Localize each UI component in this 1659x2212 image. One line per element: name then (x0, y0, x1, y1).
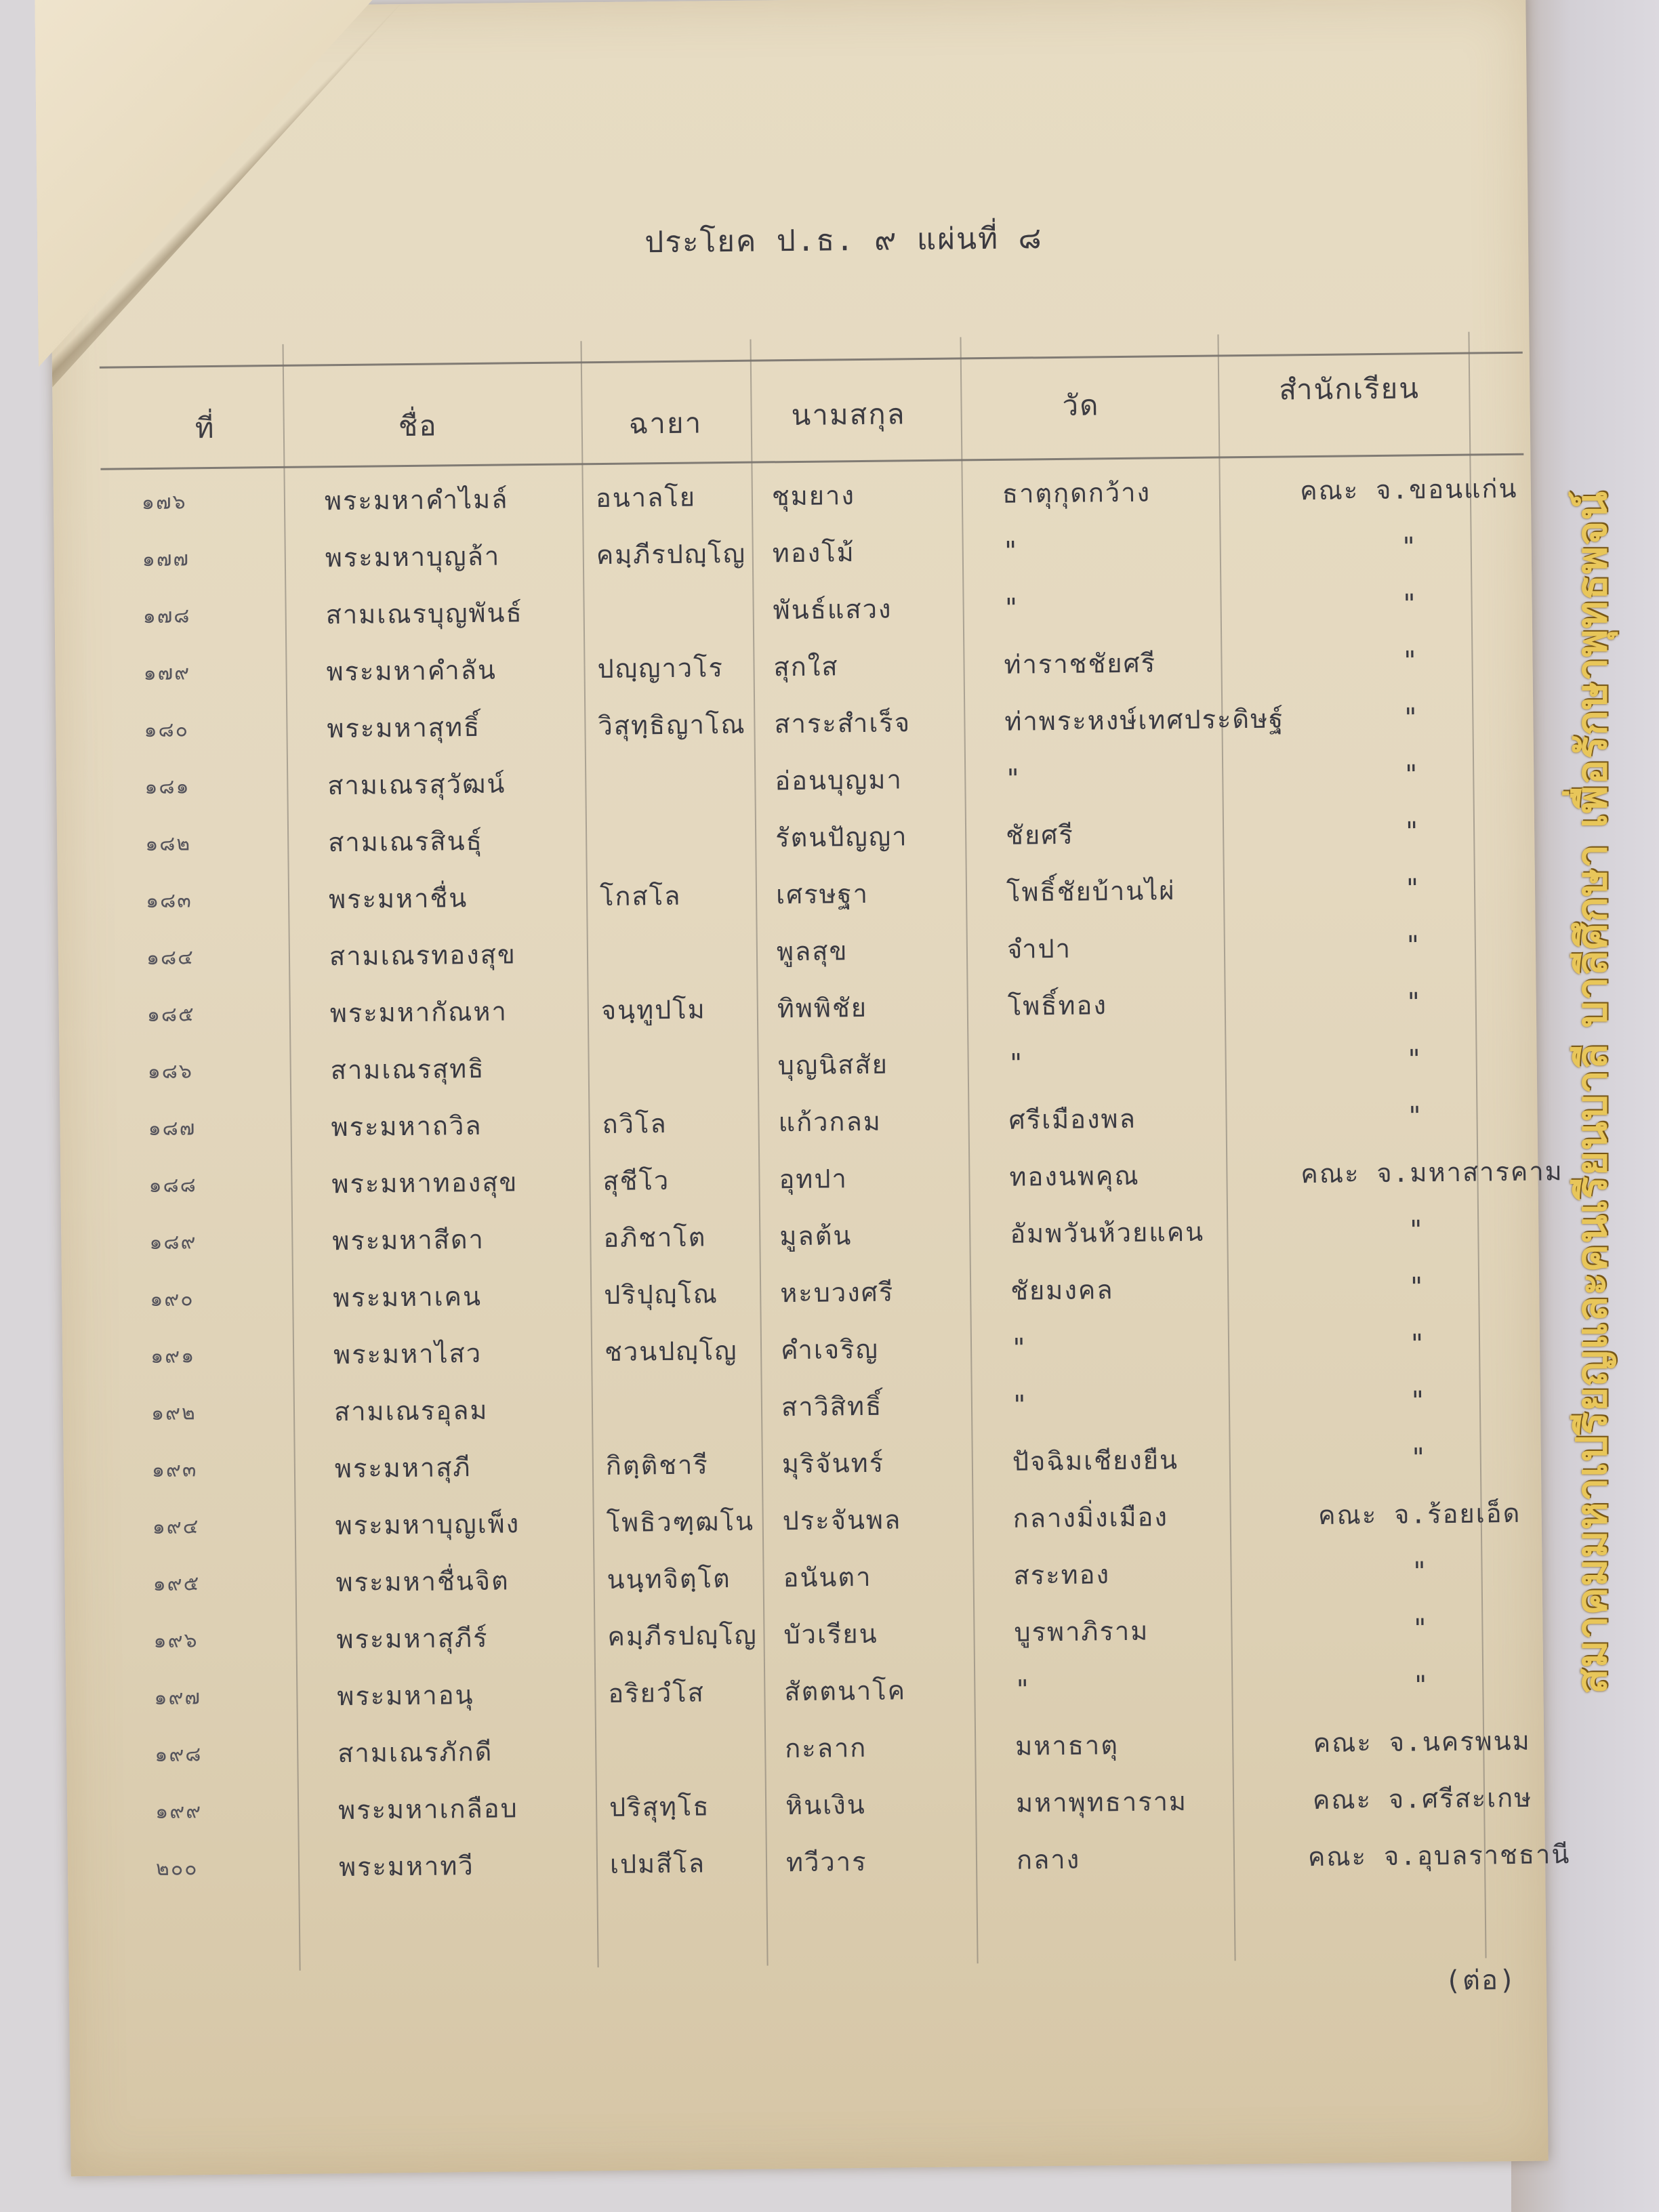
monk-name: พระมหาสีดา (332, 1224, 485, 1256)
surname: สาระสำเร็จ (774, 708, 912, 739)
surname: รัตนปัญญา (775, 821, 908, 853)
surname: อุทปา (779, 1164, 848, 1195)
row-number: ๑๙๒ (150, 1401, 197, 1426)
row-number: ๑๙๔ (152, 1515, 200, 1540)
temple: ธาตุกุดกว้าง (1002, 477, 1151, 509)
study-office: " (1405, 930, 1422, 960)
monastic-title: นนฺทจิตฺโต (607, 1563, 731, 1595)
monastic-title: ชวนปญฺโญ (604, 1335, 738, 1368)
surname: บัวเรียน (783, 1618, 878, 1650)
monastic-title: จนฺทูปโม (600, 994, 706, 1026)
study-office: " (1404, 816, 1421, 846)
row-number: ๒๐๐ (155, 1856, 199, 1881)
monastic-title: โพธิวฑฺฒโน (606, 1506, 755, 1538)
study-office: " (1410, 1385, 1427, 1416)
surname: อนันตา (783, 1561, 872, 1593)
surname: แก้วกลม (778, 1106, 882, 1138)
study-office: " (1406, 1101, 1425, 1131)
row-number: ๑๙๘ (155, 1742, 203, 1767)
surname: สุกใส (773, 651, 839, 682)
temple: กลาง (1016, 1844, 1081, 1875)
continued-note: (ต่อ) (1444, 1964, 1517, 1997)
study-office: " (1408, 1214, 1425, 1245)
table-top-rule (100, 352, 1523, 369)
monk-name: พระมหาชื่นจิต (335, 1565, 510, 1598)
temple: " (1005, 763, 1023, 794)
monk-name: พระมหาทวี (338, 1851, 474, 1883)
row-number: ๑๙๗ (154, 1685, 202, 1711)
page-heading: ประโยค ป.ธ. ๙ แผ่นที่ ๘ (644, 221, 1043, 260)
page-curl-shadow (48, 4, 405, 387)
temple: สระทอง (1013, 1559, 1111, 1591)
study-office: " (1410, 1442, 1428, 1473)
monk-name: สามเณรสุทธิ (330, 1053, 485, 1086)
study-office: " (1401, 531, 1418, 562)
study-office: " (1412, 1613, 1430, 1643)
monastic-title: สุชีโว (602, 1165, 670, 1197)
temple: บูรพาภิราม (1014, 1616, 1149, 1647)
monastic-title: กิตฺติชารี (605, 1450, 710, 1481)
row-number: ๑๘๒ (145, 832, 192, 857)
study-office: คณะ จ.นครพนม (1313, 1725, 1531, 1759)
row-number: ๑๘๘ (148, 1173, 198, 1198)
study-office: คณะ จ.ขอนแก่น (1299, 473, 1518, 506)
monastic-title: ปริสุทฺโธ (609, 1791, 710, 1822)
row-number: ๑๙๙ (155, 1799, 203, 1824)
monk-name: พระมหาไสว (333, 1338, 483, 1370)
monk-name: พระมหาสุภีร์ (336, 1622, 489, 1655)
study-office: คณะ จ.ร้อยเอ็ด (1317, 1498, 1521, 1531)
temple: มหาธาตุ (1015, 1730, 1120, 1761)
monk-name: พระมหาอนุ (337, 1680, 474, 1712)
temple: มหาพุทธาราม (1015, 1786, 1188, 1818)
temple: " (1010, 1332, 1029, 1363)
surname: หะบวงศรี (779, 1277, 895, 1309)
temple: " (1003, 592, 1021, 623)
study-office: " (1401, 588, 1419, 619)
header-title: ฉายา (628, 406, 703, 441)
row-number: ๑๗๗ (142, 547, 190, 572)
monastic-title: อริยวํโส (608, 1677, 705, 1708)
temple: กลางมิ่งเมือง (1012, 1502, 1169, 1534)
study-office: " (1401, 645, 1420, 676)
header-wat: วัด (1062, 388, 1100, 422)
row-number: ๑๘๑ (144, 775, 190, 800)
monk-name: พระมหาทองสุข (331, 1167, 518, 1200)
monk-name: พระมหาบุญเพ็ง (335, 1509, 520, 1541)
row-number: ๑๘๐ (144, 718, 190, 743)
temple: " (1011, 1389, 1029, 1420)
monk-name: พระมหาชื่น (328, 883, 468, 915)
row-number: ๑๘๔ (146, 945, 195, 970)
monastic-title: อภิชาโต (603, 1222, 707, 1254)
study-office: " (1403, 759, 1420, 790)
monk-name: พระมหาถวิล (331, 1110, 483, 1143)
temple: " (1015, 1674, 1032, 1704)
row-number: ๑๙๖ (153, 1629, 199, 1654)
surname: กะลาก (785, 1732, 867, 1764)
header-num: ที่ (194, 411, 216, 445)
surname: ทองโม้ (772, 537, 855, 569)
temple: โพธิ์ทอง (1007, 990, 1108, 1021)
study-office: " (1411, 1556, 1429, 1586)
monk-name: สามเณรสุวัฒน์ (327, 769, 506, 801)
study-office: " (1406, 1044, 1424, 1074)
temple: " (1002, 535, 1020, 566)
surname: พันธ์แสวง (773, 594, 893, 626)
temple: ศรีเมืองพล (1008, 1103, 1137, 1135)
results-table (99, 291, 1571, 1997)
row-number: ๑๙๓ (151, 1458, 198, 1483)
study-office: " (1408, 1271, 1426, 1302)
monk-name: พระมหาสุทธิ์ (327, 712, 481, 744)
monk-name: พระมหาสุภี (334, 1452, 472, 1484)
header-name: ชื่อ (398, 409, 438, 443)
temple: ท่าราชชัยศรี (1004, 648, 1157, 680)
temple: อัมพวันห้วยแคน (1010, 1216, 1205, 1249)
header-surname: นามสกุล (791, 397, 906, 432)
monk-name: สามเณรทองสุข (329, 939, 517, 972)
monk-name: พระมหาคำไมล์ (324, 484, 509, 516)
monk-name: สามเณรอุลม (333, 1395, 489, 1427)
monk-name: สามเณรภักดี (337, 1736, 493, 1769)
temple: ทองนพคุณ (1009, 1160, 1140, 1192)
surname: อ่อนบุญมา (775, 764, 903, 796)
surname: พูลสุข (776, 936, 848, 967)
monastic-title: เปมสีโล (609, 1848, 706, 1879)
study-office: " (1404, 873, 1422, 903)
monastic-title: อนาลโย (595, 482, 697, 514)
monk-name: พระมหาเคน (333, 1281, 483, 1313)
surname: สัตตนาโค (784, 1675, 907, 1707)
monastic-title: โกสโล (599, 880, 682, 912)
temple: โพธิ์ชัยบ้านไผ่ (1006, 876, 1176, 907)
surname: คำเจริญ (780, 1334, 880, 1366)
temple: จำปา (1006, 933, 1072, 964)
row-number: ๑๗๖ (141, 490, 187, 515)
surname: สาวิสิทธิ์ (781, 1391, 883, 1422)
row-number: ๑๙๐ (150, 1287, 194, 1312)
surname: บุญนิสสัย (777, 1049, 889, 1081)
study-office: คณะ จ.ศรีสะเกษ (1312, 1782, 1533, 1816)
monastic-title: คมฺภีรปญฺโญ (607, 1620, 758, 1652)
row-number: ๑๙๕ (152, 1572, 201, 1597)
surname: มุริจันทร์ (781, 1448, 885, 1479)
monastic-title: วิสุทฺธิญาโณ (598, 709, 746, 741)
temple: ปัจฉิมเชียงยืน (1012, 1445, 1179, 1477)
monk-name: พระมหากัณหา (329, 996, 508, 1029)
temple: ชัยมงคล (1010, 1275, 1114, 1306)
monk-name: พระมหาเกลือบ (337, 1793, 518, 1826)
temple: " (1008, 1048, 1025, 1078)
surname: ทวีวาร (785, 1847, 867, 1878)
monk-name: พระมหาบุญล้า (325, 541, 501, 573)
row-number: ๑๘๖ (147, 1059, 194, 1084)
surname: เศรษฐา (775, 878, 869, 910)
row-number: ๑๗๙ (143, 661, 191, 686)
row-number: ๑๘๗ (148, 1116, 197, 1141)
row-number: ๑๘๙ (149, 1230, 197, 1255)
monk-name: พระมหาคำลัน (326, 655, 497, 687)
monk-name: สามเณรสินธุ์ (327, 825, 484, 858)
study-office: คณะ จ.อุบลราชธานี (1307, 1839, 1571, 1872)
monastic-title: ปญฺญาวโร (597, 653, 724, 684)
temple: ชัยศรี (1005, 819, 1074, 851)
surname: ทิพพิชัย (777, 992, 868, 1024)
study-office: " (1402, 702, 1420, 733)
surname: ชุมยาง (771, 480, 856, 512)
row-number: ๑๗๘ (142, 604, 191, 629)
row-number: ๑๘๕ (146, 1002, 195, 1027)
header-office: สำนักเรียน (1279, 371, 1420, 407)
temple: ท่าพระหงษ์เทศประดิษฐ์ (1004, 703, 1285, 737)
study-office: " (1412, 1670, 1430, 1700)
study-office: " (1409, 1328, 1427, 1359)
row-number: ๑๘๓ (145, 888, 192, 914)
row-number: ๑๙๑ (150, 1344, 196, 1369)
monk-name: สามเณรบุญพันธ์ (325, 598, 523, 630)
monastic-title: ปริปุญฺโณ (604, 1279, 719, 1311)
study-office: คณะ จ.มหาสารคาม (1300, 1156, 1563, 1189)
monastic-title: คมฺภีรปญฺโญ (596, 538, 747, 571)
surname: หินเงิน (785, 1790, 866, 1821)
monastic-title: ถวิโล (602, 1109, 668, 1140)
table-body (101, 460, 1571, 1898)
surname: มูลต้น (779, 1221, 853, 1252)
surname: ประจันพล (782, 1504, 902, 1536)
study-office: " (1406, 987, 1423, 1017)
document-page (48, 0, 1571, 2176)
watermark-text: สมาคมมหาเปรียญและคนเรียนบาลี บาลีศึกษา เพื่อรักษาพุทธพจน์ (1567, 491, 1616, 1694)
